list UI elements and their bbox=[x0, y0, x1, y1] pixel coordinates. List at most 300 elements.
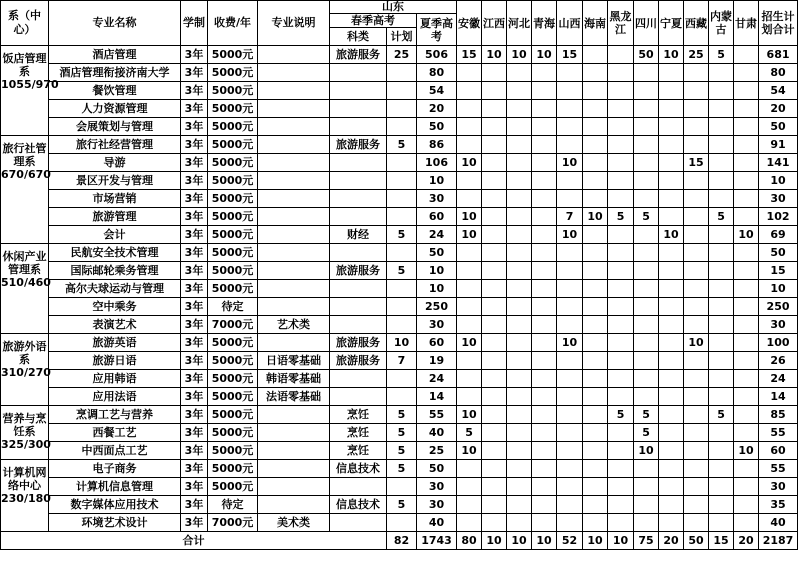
province-plan-cell bbox=[608, 100, 634, 118]
province-plan-cell bbox=[457, 64, 482, 82]
header-province: 山西 bbox=[557, 1, 583, 46]
province-plan-cell bbox=[734, 280, 759, 298]
province-plan-cell bbox=[532, 118, 557, 136]
province-plan-cell bbox=[457, 496, 482, 514]
province-plan-cell bbox=[734, 496, 759, 514]
table-row bbox=[1, 172, 798, 190]
province-plan-cell bbox=[532, 460, 557, 478]
province-plan-cell bbox=[532, 424, 557, 442]
province-plan-cell bbox=[684, 388, 709, 406]
note-cell bbox=[258, 190, 330, 208]
spring-plan-cell: 5 bbox=[387, 460, 417, 478]
province-plan-cell bbox=[709, 388, 734, 406]
spring-plan-cell bbox=[387, 280, 417, 298]
header-plan: 计划 bbox=[387, 28, 417, 46]
summer-plan-cell: 30 bbox=[417, 496, 457, 514]
fee-cell: 5000元 bbox=[208, 46, 258, 64]
province-plan-cell bbox=[709, 424, 734, 442]
category-cell bbox=[330, 388, 387, 406]
province-plan-cell bbox=[634, 370, 659, 388]
province-plan-cell bbox=[532, 154, 557, 172]
spring-plan-cell bbox=[387, 82, 417, 100]
province-plan-cell bbox=[457, 280, 482, 298]
spring-plan-cell bbox=[387, 370, 417, 388]
table-row bbox=[1, 118, 798, 136]
province-plan-cell bbox=[608, 190, 634, 208]
note-cell bbox=[258, 298, 330, 316]
province-plan-cell bbox=[709, 190, 734, 208]
note-cell bbox=[258, 442, 330, 460]
spring-plan-cell: 5 bbox=[387, 424, 417, 442]
fee-cell: 5000元 bbox=[208, 388, 258, 406]
category-cell: 旅游服务 bbox=[330, 46, 387, 64]
province-plan-cell bbox=[557, 406, 583, 424]
province-plan-cell bbox=[608, 460, 634, 478]
table-row bbox=[1, 424, 798, 442]
fee-cell: 5000元 bbox=[208, 424, 258, 442]
province-plan-cell bbox=[734, 244, 759, 262]
province-plan-cell bbox=[608, 172, 634, 190]
duration-cell: 3年 bbox=[181, 64, 208, 82]
province-plan-cell bbox=[709, 82, 734, 100]
totals-label: 合计 bbox=[1, 532, 387, 550]
major-cell: 会计 bbox=[49, 226, 181, 244]
province-plan-cell bbox=[608, 280, 634, 298]
province-plan-cell bbox=[532, 334, 557, 352]
province-plan-cell bbox=[507, 496, 532, 514]
province-plan-cell: 15 bbox=[457, 46, 482, 64]
province-plan-cell bbox=[608, 478, 634, 496]
spring-plan-cell bbox=[387, 244, 417, 262]
row-total-cell: 24 bbox=[759, 370, 798, 388]
category-cell bbox=[330, 82, 387, 100]
province-plan-cell: 10 bbox=[457, 226, 482, 244]
fee-cell: 5000元 bbox=[208, 172, 258, 190]
major-cell: 计算机信息管理 bbox=[49, 478, 181, 496]
province-plan-cell bbox=[457, 514, 482, 532]
summer-plan-cell: 40 bbox=[417, 514, 457, 532]
spring-plan-cell: 5 bbox=[387, 226, 417, 244]
province-plan-cell: 10 bbox=[457, 154, 482, 172]
totals-province-cell: 20 bbox=[734, 532, 759, 550]
note-cell bbox=[258, 406, 330, 424]
table-row bbox=[1, 514, 798, 532]
province-plan-cell: 50 bbox=[634, 46, 659, 64]
summer-plan-cell: 50 bbox=[417, 460, 457, 478]
province-plan-cell bbox=[608, 46, 634, 64]
table-row bbox=[1, 64, 798, 82]
province-plan-cell bbox=[457, 136, 482, 154]
province-plan-cell bbox=[507, 370, 532, 388]
duration-cell: 3年 bbox=[181, 316, 208, 334]
province-plan-cell bbox=[709, 136, 734, 154]
table-row bbox=[1, 280, 798, 298]
note-cell: 韩语零基础 bbox=[258, 370, 330, 388]
summer-plan-cell: 10 bbox=[417, 280, 457, 298]
province-plan-cell bbox=[659, 370, 684, 388]
province-plan-cell bbox=[634, 154, 659, 172]
province-plan-cell bbox=[684, 370, 709, 388]
province-plan-cell: 5 bbox=[709, 406, 734, 424]
summer-plan-cell: 30 bbox=[417, 190, 457, 208]
province-plan-cell bbox=[659, 478, 684, 496]
fee-cell: 5000元 bbox=[208, 226, 258, 244]
province-plan-cell bbox=[734, 172, 759, 190]
province-plan-cell bbox=[709, 100, 734, 118]
duration-cell: 3年 bbox=[181, 334, 208, 352]
province-plan-cell bbox=[583, 136, 608, 154]
department-cell: 旅行社管理系670/670 bbox=[1, 136, 49, 244]
province-plan-cell bbox=[684, 424, 709, 442]
header-summer-exam: 夏季高考 bbox=[417, 14, 457, 46]
province-plan-cell bbox=[482, 352, 507, 370]
fee-cell: 5000元 bbox=[208, 370, 258, 388]
province-plan-cell bbox=[684, 64, 709, 82]
province-plan-cell bbox=[482, 316, 507, 334]
totals-row bbox=[1, 532, 798, 550]
province-plan-cell bbox=[634, 136, 659, 154]
fee-cell: 5000元 bbox=[208, 262, 258, 280]
province-plan-cell bbox=[608, 388, 634, 406]
province-plan-cell bbox=[507, 208, 532, 226]
province-plan-cell bbox=[659, 190, 684, 208]
table-row bbox=[1, 478, 798, 496]
duration-cell: 3年 bbox=[181, 514, 208, 532]
table-row bbox=[1, 370, 798, 388]
province-plan-cell bbox=[608, 424, 634, 442]
province-plan-cell bbox=[709, 352, 734, 370]
totals-summer-plan: 1743 bbox=[417, 532, 457, 550]
province-plan-cell bbox=[482, 442, 507, 460]
duration-cell: 3年 bbox=[181, 208, 208, 226]
province-plan-cell: 10 bbox=[457, 334, 482, 352]
province-plan-cell bbox=[557, 262, 583, 280]
duration-cell: 3年 bbox=[181, 46, 208, 64]
note-cell bbox=[258, 208, 330, 226]
major-cell: 旅游英语 bbox=[49, 334, 181, 352]
fee-cell: 7000元 bbox=[208, 514, 258, 532]
province-plan-cell bbox=[583, 172, 608, 190]
province-plan-cell bbox=[482, 118, 507, 136]
province-plan-cell bbox=[532, 244, 557, 262]
note-cell bbox=[258, 424, 330, 442]
fee-cell: 5000元 bbox=[208, 460, 258, 478]
province-plan-cell bbox=[734, 370, 759, 388]
province-plan-cell bbox=[557, 460, 583, 478]
province-plan-cell bbox=[659, 352, 684, 370]
province-plan-cell bbox=[709, 64, 734, 82]
province-plan-cell bbox=[734, 208, 759, 226]
duration-cell: 3年 bbox=[181, 370, 208, 388]
duration-cell: 3年 bbox=[181, 262, 208, 280]
row-total-cell: 102 bbox=[759, 208, 798, 226]
spring-plan-cell bbox=[387, 298, 417, 316]
province-plan-cell: 10 bbox=[659, 226, 684, 244]
fee-cell: 待定 bbox=[208, 496, 258, 514]
header-shandong: 山东 bbox=[330, 1, 457, 14]
row-total-cell: 60 bbox=[759, 442, 798, 460]
province-plan-cell bbox=[659, 118, 684, 136]
category-cell bbox=[330, 208, 387, 226]
province-plan-cell bbox=[583, 262, 608, 280]
province-plan-cell: 10 bbox=[457, 406, 482, 424]
province-plan-cell: 5 bbox=[608, 208, 634, 226]
spring-plan-cell bbox=[387, 388, 417, 406]
summer-plan-cell: 55 bbox=[417, 406, 457, 424]
province-plan-cell bbox=[482, 190, 507, 208]
province-plan-cell bbox=[532, 388, 557, 406]
duration-cell: 3年 bbox=[181, 154, 208, 172]
province-plan-cell bbox=[659, 172, 684, 190]
province-plan-cell bbox=[583, 244, 608, 262]
fee-cell: 5000元 bbox=[208, 208, 258, 226]
province-plan-cell bbox=[507, 118, 532, 136]
spring-plan-cell: 5 bbox=[387, 262, 417, 280]
province-plan-cell: 10 bbox=[634, 442, 659, 460]
province-plan-cell bbox=[583, 280, 608, 298]
note-cell bbox=[258, 64, 330, 82]
province-plan-cell bbox=[532, 298, 557, 316]
province-plan-cell bbox=[507, 190, 532, 208]
category-cell bbox=[330, 280, 387, 298]
province-plan-cell bbox=[734, 118, 759, 136]
province-plan-cell bbox=[457, 478, 482, 496]
major-cell: 旅行社经营管理 bbox=[49, 136, 181, 154]
spring-plan-cell bbox=[387, 118, 417, 136]
category-cell: 信息技术 bbox=[330, 496, 387, 514]
major-cell: 表演艺术 bbox=[49, 316, 181, 334]
province-plan-cell bbox=[557, 100, 583, 118]
province-plan-cell bbox=[684, 316, 709, 334]
header-province: 宁夏 bbox=[659, 1, 684, 46]
province-plan-cell bbox=[532, 172, 557, 190]
province-plan-cell bbox=[507, 280, 532, 298]
major-cell: 西餐工艺 bbox=[49, 424, 181, 442]
fee-cell: 5000元 bbox=[208, 478, 258, 496]
spring-plan-cell bbox=[387, 100, 417, 118]
row-total-cell: 141 bbox=[759, 154, 798, 172]
province-plan-cell bbox=[482, 154, 507, 172]
province-plan-cell bbox=[532, 100, 557, 118]
province-plan-cell: 10 bbox=[532, 46, 557, 64]
totals-province-cell: 75 bbox=[634, 532, 659, 550]
header-province: 河北 bbox=[507, 1, 532, 46]
province-plan-cell bbox=[507, 514, 532, 532]
province-plan-cell bbox=[659, 424, 684, 442]
category-cell bbox=[330, 244, 387, 262]
major-cell: 中西面点工艺 bbox=[49, 442, 181, 460]
spring-plan-cell bbox=[387, 64, 417, 82]
province-plan-cell bbox=[608, 154, 634, 172]
duration-cell: 3年 bbox=[181, 298, 208, 316]
major-cell: 旅游日语 bbox=[49, 352, 181, 370]
major-cell: 国际邮轮乘务管理 bbox=[49, 262, 181, 280]
fee-cell: 5000元 bbox=[208, 136, 258, 154]
province-plan-cell bbox=[659, 64, 684, 82]
major-cell: 会展策划与管理 bbox=[49, 118, 181, 136]
note-cell bbox=[258, 82, 330, 100]
duration-cell: 3年 bbox=[181, 226, 208, 244]
province-plan-cell bbox=[608, 136, 634, 154]
department-cell: 旅游外语系310/270 bbox=[1, 334, 49, 406]
province-plan-cell: 10 bbox=[557, 226, 583, 244]
province-plan-cell bbox=[659, 100, 684, 118]
major-cell: 烹调工艺与营养 bbox=[49, 406, 181, 424]
province-plan-cell bbox=[482, 64, 507, 82]
province-plan-cell bbox=[734, 100, 759, 118]
major-cell: 民航安全技术管理 bbox=[49, 244, 181, 262]
province-plan-cell bbox=[634, 82, 659, 100]
province-plan-cell bbox=[507, 388, 532, 406]
note-cell bbox=[258, 478, 330, 496]
major-cell: 数字媒体应用技术 bbox=[49, 496, 181, 514]
province-plan-cell bbox=[482, 280, 507, 298]
header-major: 专业名称 bbox=[49, 1, 181, 46]
province-plan-cell bbox=[583, 64, 608, 82]
summer-plan-cell: 250 bbox=[417, 298, 457, 316]
summer-plan-cell: 24 bbox=[417, 370, 457, 388]
province-plan-cell bbox=[659, 514, 684, 532]
table-row bbox=[1, 244, 798, 262]
province-plan-cell: 10 bbox=[457, 208, 482, 226]
fee-cell: 7000元 bbox=[208, 316, 258, 334]
row-total-cell: 40 bbox=[759, 514, 798, 532]
category-cell bbox=[330, 154, 387, 172]
province-plan-cell bbox=[457, 316, 482, 334]
category-cell: 旅游服务 bbox=[330, 334, 387, 352]
spring-plan-cell bbox=[387, 514, 417, 532]
province-plan-cell bbox=[457, 262, 482, 280]
province-plan-cell bbox=[583, 190, 608, 208]
province-plan-cell bbox=[583, 442, 608, 460]
province-plan-cell bbox=[608, 442, 634, 460]
spring-plan-cell: 7 bbox=[387, 352, 417, 370]
province-plan-cell bbox=[532, 280, 557, 298]
province-plan-cell: 10 bbox=[457, 442, 482, 460]
province-plan-cell bbox=[684, 208, 709, 226]
duration-cell: 3年 bbox=[181, 190, 208, 208]
summer-plan-cell: 10 bbox=[417, 262, 457, 280]
major-cell: 高尔夫球运动与管理 bbox=[49, 280, 181, 298]
major-cell: 市场营销 bbox=[49, 190, 181, 208]
province-plan-cell bbox=[684, 514, 709, 532]
summer-plan-cell: 24 bbox=[417, 226, 457, 244]
summer-plan-cell: 50 bbox=[417, 118, 457, 136]
duration-cell: 3年 bbox=[181, 100, 208, 118]
header-province: 内蒙古 bbox=[709, 1, 734, 46]
province-plan-cell bbox=[684, 244, 709, 262]
province-plan-cell bbox=[507, 82, 532, 100]
note-cell bbox=[258, 244, 330, 262]
note-cell bbox=[258, 334, 330, 352]
table-row bbox=[1, 46, 798, 64]
row-total-cell: 50 bbox=[759, 244, 798, 262]
province-plan-cell bbox=[734, 136, 759, 154]
row-total-cell: 100 bbox=[759, 334, 798, 352]
header-fee: 收费/年 bbox=[208, 1, 258, 46]
header-province: 青海 bbox=[532, 1, 557, 46]
note-cell bbox=[258, 172, 330, 190]
province-plan-cell bbox=[583, 334, 608, 352]
province-plan-cell bbox=[532, 406, 557, 424]
province-plan-cell bbox=[532, 478, 557, 496]
major-cell: 人力资源管理 bbox=[49, 100, 181, 118]
province-plan-cell bbox=[684, 226, 709, 244]
province-plan-cell bbox=[709, 226, 734, 244]
province-plan-cell bbox=[507, 172, 532, 190]
province-plan-cell bbox=[734, 334, 759, 352]
major-cell: 酒店管理衔接济南大学 bbox=[49, 64, 181, 82]
row-total-cell: 10 bbox=[759, 280, 798, 298]
province-plan-cell bbox=[734, 46, 759, 64]
row-total-cell: 55 bbox=[759, 424, 798, 442]
header-spring-exam: 春季高考 bbox=[330, 14, 417, 28]
province-plan-cell bbox=[659, 442, 684, 460]
province-plan-cell: 10 bbox=[583, 208, 608, 226]
table-row bbox=[1, 154, 798, 172]
province-plan-cell bbox=[557, 352, 583, 370]
province-plan-cell bbox=[634, 190, 659, 208]
table-row bbox=[1, 388, 798, 406]
major-cell: 应用韩语 bbox=[49, 370, 181, 388]
province-plan-cell bbox=[532, 190, 557, 208]
totals-province-cell: 10 bbox=[482, 532, 507, 550]
header-province: 江西 bbox=[482, 1, 507, 46]
province-plan-cell bbox=[507, 460, 532, 478]
header-province: 安徽 bbox=[457, 1, 482, 46]
province-plan-cell bbox=[684, 82, 709, 100]
province-plan-cell bbox=[557, 298, 583, 316]
duration-cell: 3年 bbox=[181, 244, 208, 262]
province-plan-cell: 7 bbox=[557, 208, 583, 226]
province-plan-cell bbox=[583, 424, 608, 442]
department-cell: 营养与烹饪系325/300 bbox=[1, 406, 49, 460]
province-plan-cell bbox=[684, 172, 709, 190]
province-plan-cell bbox=[709, 298, 734, 316]
province-plan-cell bbox=[659, 334, 684, 352]
table-row bbox=[1, 190, 798, 208]
fee-cell: 5000元 bbox=[208, 352, 258, 370]
province-plan-cell bbox=[583, 226, 608, 244]
province-plan-cell bbox=[734, 298, 759, 316]
province-plan-cell bbox=[634, 298, 659, 316]
summer-plan-cell: 10 bbox=[417, 172, 457, 190]
province-plan-cell bbox=[659, 208, 684, 226]
province-plan-cell bbox=[557, 136, 583, 154]
spring-plan-cell bbox=[387, 172, 417, 190]
province-plan-cell bbox=[507, 316, 532, 334]
province-plan-cell bbox=[734, 154, 759, 172]
spring-plan-cell: 25 bbox=[387, 46, 417, 64]
province-plan-cell bbox=[684, 100, 709, 118]
summer-plan-cell: 80 bbox=[417, 64, 457, 82]
province-plan-cell bbox=[583, 406, 608, 424]
province-plan-cell bbox=[557, 316, 583, 334]
header-duration: 学制 bbox=[181, 1, 208, 46]
province-plan-cell bbox=[482, 496, 507, 514]
row-total-cell: 30 bbox=[759, 316, 798, 334]
province-plan-cell bbox=[457, 388, 482, 406]
table-row bbox=[1, 100, 798, 118]
province-plan-cell bbox=[684, 136, 709, 154]
province-plan-cell bbox=[709, 334, 734, 352]
province-plan-cell bbox=[709, 370, 734, 388]
row-total-cell: 30 bbox=[759, 190, 798, 208]
province-plan-cell bbox=[583, 298, 608, 316]
province-plan-cell bbox=[532, 442, 557, 460]
table-row bbox=[1, 406, 798, 424]
province-plan-cell: 10 bbox=[507, 46, 532, 64]
